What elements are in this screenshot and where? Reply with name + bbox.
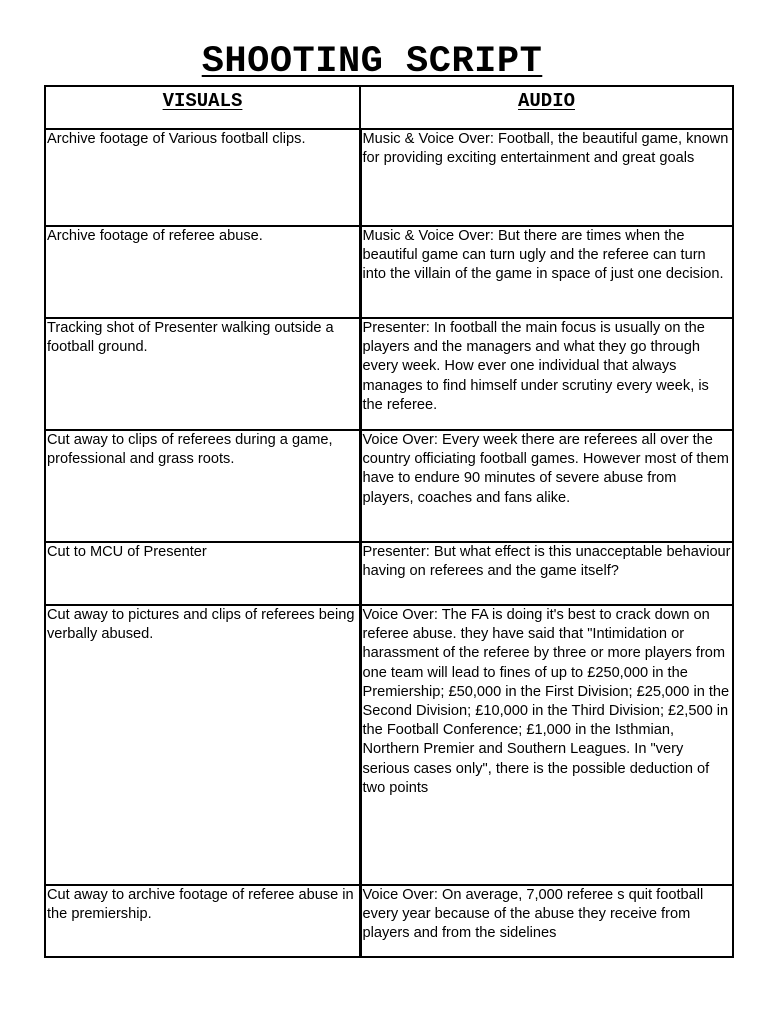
audio-cell: Presenter: In football the main focus is usually on the players and the managers and what they go through every week. How ever one individual that always manages to find himself under scrutiny every week, is the referee. (360, 318, 733, 430)
table-row (45, 542, 733, 605)
audio-cell: Music & Voice Over: Football, the beautiful game, known for providing exciting entertainment and great goals (360, 129, 733, 226)
audio-cell: Voice Over: On average, 7,000 referee s quit football every year because of the abuse they receive from players and from the sidelines (360, 885, 733, 957)
audio-cell: Voice Over: Every week there are referees all over the country officiating football games. However most of them have to endure 90 minutes of severe abuse from players, coaches and fans alike. (360, 430, 733, 542)
visual-cell: Cut away to archive footage of referee abuse in the premiership. (45, 885, 360, 957)
visual-cell: Archive footage of Various football clips. (45, 129, 360, 226)
table-row (45, 430, 733, 542)
audio-cell: Music & Voice Over: But there are times when the beautiful game can turn ugly and the referee can turn into the villain of the game in space of just one decision. (360, 226, 733, 318)
table-row (45, 226, 733, 318)
table-row (45, 885, 733, 957)
page-title (0, 40, 744, 84)
visual-cell: Archive footage of referee abuse. (45, 226, 360, 318)
visual-cell: Cut away to pictures and clips of referees being verbally abused. (45, 605, 360, 885)
visuals-column-header: VISUALS (45, 86, 360, 129)
visual-cell: Tracking shot of Presenter walking outside a football ground. (45, 318, 360, 430)
visual-cell: Cut to MCU of Presenter (45, 542, 360, 605)
table-header-row (45, 86, 733, 129)
table-row (45, 318, 733, 430)
audio-cell: Voice Over: The FA is doing it's best to crack down on referee abuse. they have said that "Intimidation or harassment of the referee by three or more players from one team will lead to fines of up to £250,000 in the Premiership; £50,000 in the First Division; £25,000 in the Second Division; £10,000 in the Third Division; £2,500 in the Football Conference; £1,000 in the Isthmian, Northern Premier and Southern Leagues. In "very serious cases only", there is the possible deduction of two points (360, 605, 733, 885)
visual-cell: Cut away to clips of referees during a game, professional and grass roots. (45, 430, 360, 542)
table-row (45, 129, 733, 226)
page-title-text: SHOOTING SCRIPT (201, 41, 543, 83)
audio-column-header: AUDIO (360, 86, 733, 129)
shooting-script-table (44, 85, 734, 958)
table-row (45, 605, 733, 885)
audio-cell: Presenter: But what effect is this unacceptable behaviour having on referees and the game itself? (360, 542, 733, 605)
